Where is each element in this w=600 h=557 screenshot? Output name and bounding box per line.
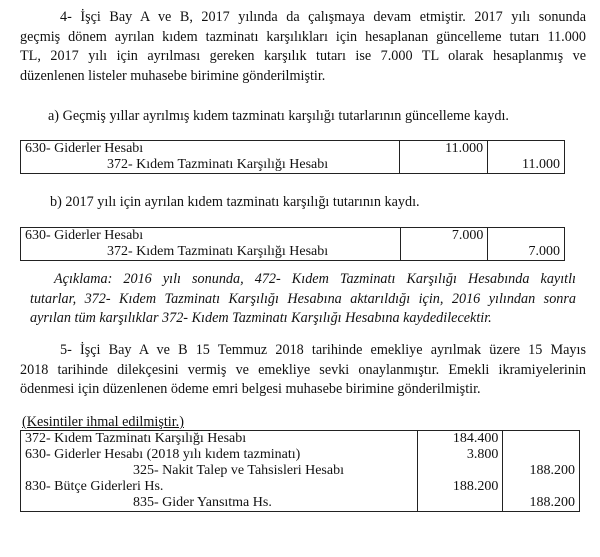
explanation-note [30, 270, 576, 329]
note-line: tutarlar, 372- Kıdem Tazminatı Karşılığı Hesabına aktarıldığı için, 2016 yılından sonra [30, 290, 576, 307]
ledger-row-credit: 188.200 [529, 495, 575, 510]
ledger-row-account: 835- Gider Yansıtma Hs. [133, 495, 272, 510]
credit-account: 372- Kıdem Tazminatı Karşılığı Hesabı [107, 157, 329, 172]
debit-account: 630- Giderler Hesabı [25, 228, 144, 243]
entry-a-credit-cell [488, 141, 565, 174]
entry-a-accounts [21, 141, 400, 174]
entry-b-caption: b) 2017 yılı için ayrılan kıdem tazminatı karşılığı tutarının kaydı. [50, 194, 420, 210]
item4-line: TL, 2017 yılı için ayrılması gereken karşılık tutarı ise 7.000 TL olarak hesaplanmış ve [20, 48, 586, 64]
ledger-row-account: 830- Bütçe Giderleri Hs. [25, 479, 164, 494]
entry-5-debit-cell [417, 431, 503, 512]
entry-5-accounts [21, 431, 418, 512]
credit-account: 372- Kıdem Tazminatı Karşılığı Hesabı [107, 244, 329, 259]
ledger-row-debit: 184.400 [452, 431, 499, 446]
ledger-row-account: 325- Nakit Talep ve Tahsisleri Hesabı [133, 463, 344, 478]
entry-b-accounts [21, 228, 401, 261]
entry-b-credit-cell [488, 228, 565, 261]
debit-account: 630- Giderler Hesabı [25, 141, 144, 156]
ledger-row-account: 372- Kıdem Tazminatı Karşılığı Hesabı [25, 431, 247, 446]
debit-amount: 7.000 [451, 228, 484, 243]
item5-line: ödenmesi için düzenlenen ödeme emri belgesi muhasebe birimine gönderilmiştir. [20, 381, 481, 397]
entry-b-debit-cell [400, 228, 488, 261]
entry-5-table [20, 430, 580, 512]
note-line: Açıklama: 2016 yılı sonunda, 472- Kıdem Tazminatı Karşılığı Hesabında kayıtlı [54, 271, 576, 287]
item4-line: 4- İşçi Bay A ve B, 2017 yılında da çalışmaya devam etmiştir. 2017 yılı sonunda [60, 9, 586, 25]
credit-amount: 7.000 [528, 244, 560, 259]
debit-amount: 11.000 [445, 141, 484, 156]
credit-amount: 11.000 [522, 157, 560, 172]
item5-paragraph [20, 341, 586, 400]
ledger-row-debit: 3.800 [466, 447, 499, 462]
entry-b-table [20, 227, 565, 261]
item4-line: geçmiş dönem ayrılan kıdem tazminatı karşılıkları için hesaplanan güncelleme tutarı 11.000 [20, 28, 586, 45]
entry-5-credit-cell [503, 431, 580, 512]
item5-line: 2018 tarihinde dilekçesini vermiş ve emekliye sevki onaylanmıştır. Emekli ikramiyelerinin [20, 361, 586, 378]
item4-paragraph [20, 8, 586, 86]
ledger-row-credit: 188.200 [529, 463, 575, 478]
entry-5-caption: (Kesintiler ihmal edilmiştir.) [22, 414, 184, 430]
note-line: ayrılan tüm karşılıklar 372- Kıdem Tazminatı Karşılığı Hesabına kaydedilecektir. [30, 310, 492, 326]
ledger-row-account: 630- Giderler Hesabı (2018 yılı kıdem tazminatı) [25, 447, 301, 462]
item4-line: düzenlenen listeler muhasebe birimine gönderilmiştir. [20, 67, 326, 84]
item5-line: 5- İşçi Bay A ve B 15 Temmuz 2018 tarihinde emekliye ayrılmak üzere 15 Mayıs [60, 342, 586, 358]
ledger-row-debit: 188.200 [452, 479, 499, 494]
entry-a-debit-cell [400, 141, 488, 174]
entry-a-table [20, 140, 565, 174]
entry-a-caption: a) Geçmiş yıllar ayrılmış kıdem tazminatı karşılığı tutarlarının güncelleme kaydı. [48, 108, 509, 124]
